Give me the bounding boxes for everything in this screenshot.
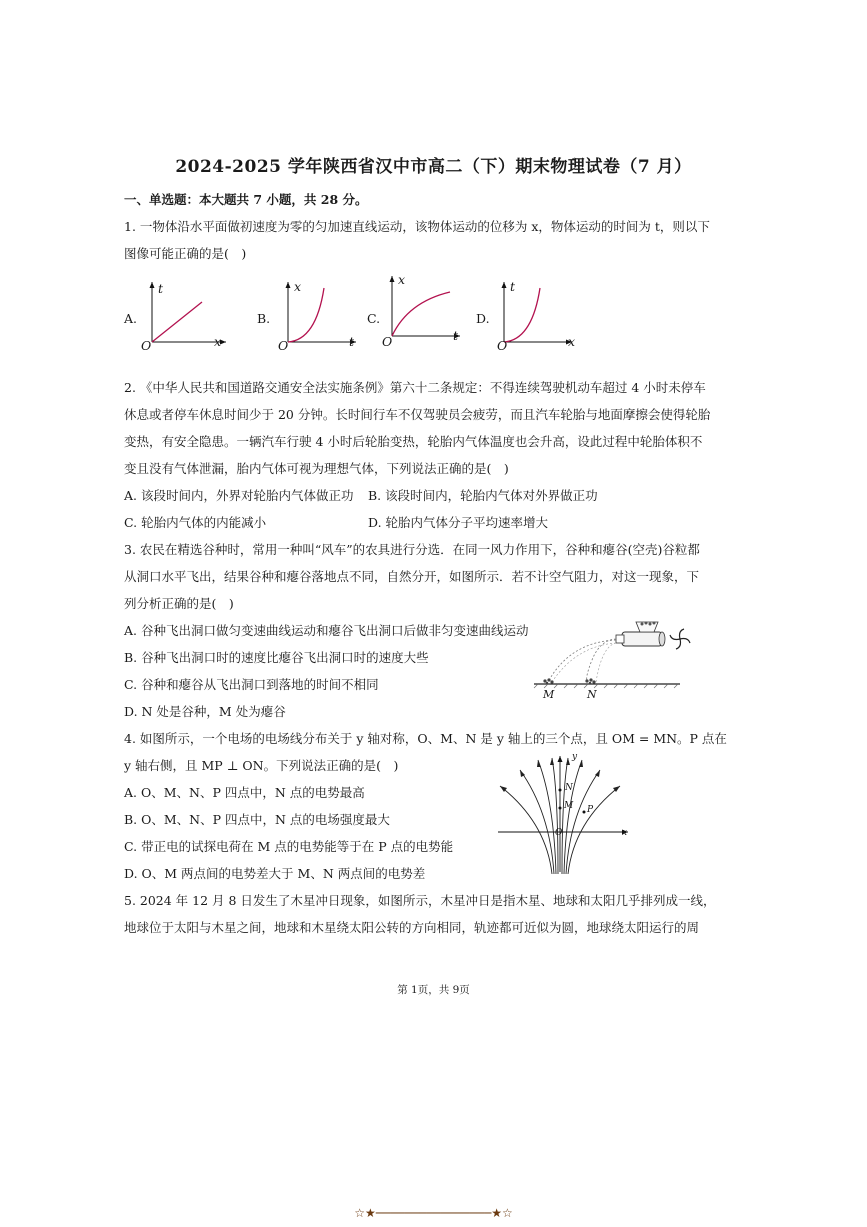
q1-stem-line2: 图像可能正确的是( ) xyxy=(124,246,247,261)
q1-graph-a-curve xyxy=(152,302,202,342)
q1-graph-d-ylabel: t xyxy=(510,279,516,294)
q4-label-o: O xyxy=(555,828,563,838)
q1-graph-d-xlabel: x xyxy=(568,334,576,349)
q4-field-figure xyxy=(486,752,636,876)
q2-stem-line1: 2. 《中华人民共和国道路交通安全法实施条例》第六十二条规定：不得连续驾驶机动车超过 4 小时未停车 xyxy=(124,380,706,395)
q1-graph-c-curve xyxy=(392,292,450,336)
q4-label-n: N xyxy=(565,783,573,793)
q1-graph-b-curve xyxy=(288,288,324,342)
q2-option-d: D. 轮胎内气体分子平均速率增大 xyxy=(368,515,549,530)
point-n xyxy=(559,789,562,792)
q4-option-a: A. O、M、N、P 四点中，N 点的电势最高 xyxy=(124,785,365,800)
q3-stem-line1: 3. 农民在精选谷种时，常用一种叫“风车”的农具进行分选．在同一风力作用下，谷种和瘪谷(空壳)谷粒都 xyxy=(124,542,700,557)
q1-graph-a-xlabel: x xyxy=(214,334,222,349)
trajectory-near xyxy=(548,640,616,682)
q3-option-d: D. N 处是谷种，M 处为瘪谷 xyxy=(124,704,286,719)
q1-graph-c-origin: O xyxy=(382,334,393,349)
point-p xyxy=(583,811,586,814)
q3-stem-line3: 列分析正确的是( ) xyxy=(124,596,234,611)
page-footer: 第 1页，共 9页 xyxy=(397,984,470,996)
point-m xyxy=(559,807,562,810)
q2-option-a: A. 该段时间内，外界对轮胎内气体做正功 xyxy=(124,488,354,503)
q1-graph-d-curve xyxy=(504,288,540,342)
q3-option-b: B. 谷种飞出洞口时的速度比瘪谷飞出洞口时的速度大些 xyxy=(124,650,429,665)
q2-stem-line4: 变且没有气体泄漏，胎内气体可视为理想气体，下列说法正确的是( ) xyxy=(124,461,509,476)
q4-stem-line1: 4. 如图所示，一个电场的电场线分布关于 y 轴对称，O、M、N 是 y 轴上的三个点，且 OM = MN。P 点在 xyxy=(124,731,727,746)
q2-stem-line2: 休息或者停车休息时间少于 20 分钟。长时间行车不仅驾驶员会疲劳，而且汽车轮胎与地面摩擦会使得轮胎 xyxy=(124,407,711,422)
q1-graph-c-ylabel: x xyxy=(398,272,406,287)
q4-option-b: B. O、M、N、P 四点中，N 点的电场强度最大 xyxy=(124,812,390,827)
q4-label-x: x xyxy=(622,828,628,838)
q3-label-m: M xyxy=(543,688,555,701)
q1-graph-a-origin: O xyxy=(141,338,152,353)
q3-stem-line2: 从洞口水平飞出，结果谷种和瘪谷落地点不同，自然分开，如图所示．若不计空气阻力，对这一现象，下 xyxy=(124,569,700,584)
q1-graph-c-xlabel: t xyxy=(453,328,459,343)
q1-graph-b-ylabel: x xyxy=(294,279,302,294)
section-heading: 一、单选题：本大题共 7 小题，共 28 分。 xyxy=(124,192,368,207)
q4-stem-line2: y 轴右侧，且 MP ⊥ ON。下列说法正确的是( ) xyxy=(124,758,399,773)
q1-option-b-label: B. xyxy=(257,311,271,326)
q4-label-p: P xyxy=(587,805,594,815)
page-title: 2024-2025 学年陕西省汉中市高二（下）期末物理试卷（7 月） xyxy=(175,157,692,177)
q3-winnower-figure xyxy=(530,620,700,704)
q1-graph-b-xlabel: t xyxy=(349,334,355,349)
q2-option-c: C. 轮胎内气体的内能减小 xyxy=(124,515,267,530)
trajectory-far xyxy=(587,639,616,682)
q1-graph-a-ylabel: t xyxy=(158,281,164,296)
q2-stem-line3: 变热，有安全隐患。一辆汽车行驶 4 小时后轮胎变热，轮胎内气体温度也会升高，设此过程中轮胎体积不 xyxy=(124,434,703,449)
fan-icon xyxy=(670,629,690,649)
q4-label-y: y xyxy=(572,752,578,762)
q4-option-d: D. O、M 两点间的电势差大于 M、N 两点间的电势差 xyxy=(124,866,426,881)
q3-option-c: C. 谷种和瘪谷从飞出洞口到落地的时间不相同 xyxy=(124,677,379,692)
q3-option-a: A. 谷种飞出洞口做匀变速曲线运动和瘪谷飞出洞口后做非匀变速曲线运动 xyxy=(124,623,529,638)
q5-stem-line1: 5. 2024 年 12 月 8 日发生了木星冲日现象，如图所示，木星冲日是指木星、地球和太阳几乎排列成一线， xyxy=(124,893,716,908)
q3-label-n: N xyxy=(587,688,597,701)
q1-graph-d-origin: O xyxy=(497,338,508,353)
bottom-decoration: ☆★────────────────★☆ xyxy=(354,1206,513,1220)
machine-barrel xyxy=(622,632,662,646)
q5-stem-line2: 地球位于太阳与木星之间，地球和木星绕太阳公转的方向相同，轨迹都可近似为圆，地球绕太阳运行的周 xyxy=(124,920,700,935)
q2-option-b: B. 该段时间内，轮胎内气体对外界做正功 xyxy=(368,488,598,503)
q1-option-a-label: A. xyxy=(124,311,138,326)
q1-graph-b-origin: O xyxy=(278,338,289,353)
q1-option-d-label: D. xyxy=(476,311,490,326)
q4-option-c: C. 带正电的试探电荷在 M 点的电势能等于在 P 点的电势能 xyxy=(124,839,454,854)
q1-stem-line1: 1. 一物体沿水平面做初速度为零的匀加速直线运动，该物体运动的位移为 x，物体运动的时间为 t，则以下 xyxy=(124,219,710,234)
q1-option-c-label: C. xyxy=(367,311,381,326)
q4-label-m: M xyxy=(564,801,574,811)
